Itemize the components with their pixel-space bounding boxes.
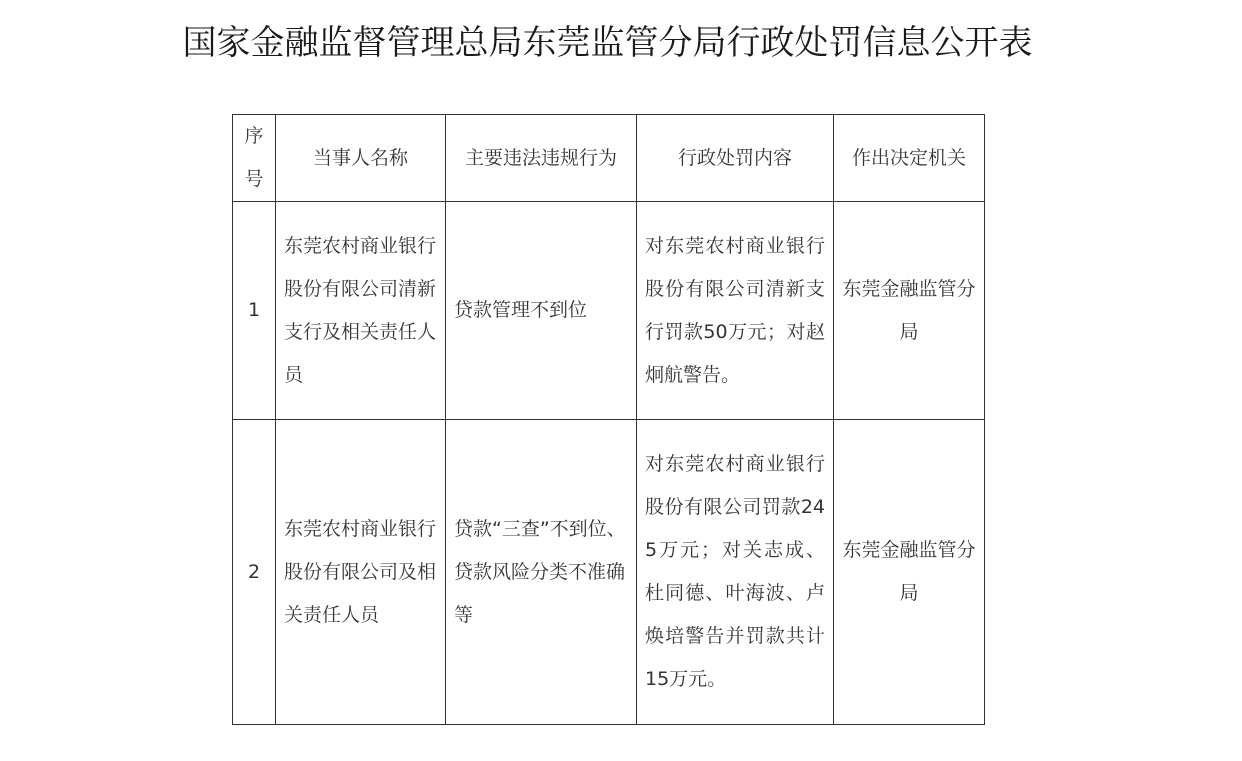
header-seq-label: 序号: [244, 125, 264, 190]
authority-name: 东莞金融监管分局: [842, 539, 976, 604]
header-authority: [834, 115, 985, 202]
violation-text: 贷款管理不到位: [454, 299, 588, 321]
cell-party: [276, 202, 446, 420]
header-violation-label: 主要违法违规行为: [464, 146, 617, 169]
cell-party: [276, 420, 446, 725]
header-violation: [446, 115, 637, 202]
cell-seq: [233, 420, 276, 725]
cell-authority: [834, 420, 985, 725]
penalty-info-table: [232, 114, 985, 725]
violation-text: 贷款“三查”不到位、贷款风险分类不准确等: [454, 517, 626, 626]
header-authority-label: 作出决定机关: [851, 146, 966, 169]
header-party-label: 当事人名称: [312, 146, 408, 169]
cell-violation: [446, 202, 637, 420]
table-row: [233, 420, 985, 725]
party-name: 东莞农村商业银行股份有限公司清新支行及相关责任人员: [284, 234, 437, 386]
penalty-text: 对东莞农村商业银行股份有限公司清新支行罚款50万元；对赵炯航警告。: [645, 234, 825, 386]
header-party: [276, 115, 446, 202]
cell-authority: [834, 202, 985, 420]
cell-seq: [233, 202, 276, 420]
authority-name: 东莞金融监管分局: [842, 277, 976, 343]
header-penalty-label: 行政处罚内容: [677, 146, 792, 169]
cell-penalty: [637, 202, 834, 420]
table-row: [233, 202, 985, 420]
seq-value: 2: [247, 560, 261, 583]
header-seq: [233, 115, 276, 202]
penalty-text: 对东莞农村商业银行股份有限公司罚款245万元；对关志成、杜同德、叶海波、卢焕培警告并罚款共计15万元。: [645, 453, 825, 690]
page-title: 国家金融监督管理总局东莞监管分局行政处罚信息公开表: [182, 23, 1033, 63]
seq-value: 1: [247, 299, 261, 321]
table-header-row: [233, 115, 985, 202]
cell-penalty: [637, 420, 834, 725]
header-penalty: [637, 115, 834, 202]
cell-violation: [446, 420, 637, 725]
party-name: 东莞农村商业银行股份有限公司及相关责任人员: [284, 517, 437, 626]
